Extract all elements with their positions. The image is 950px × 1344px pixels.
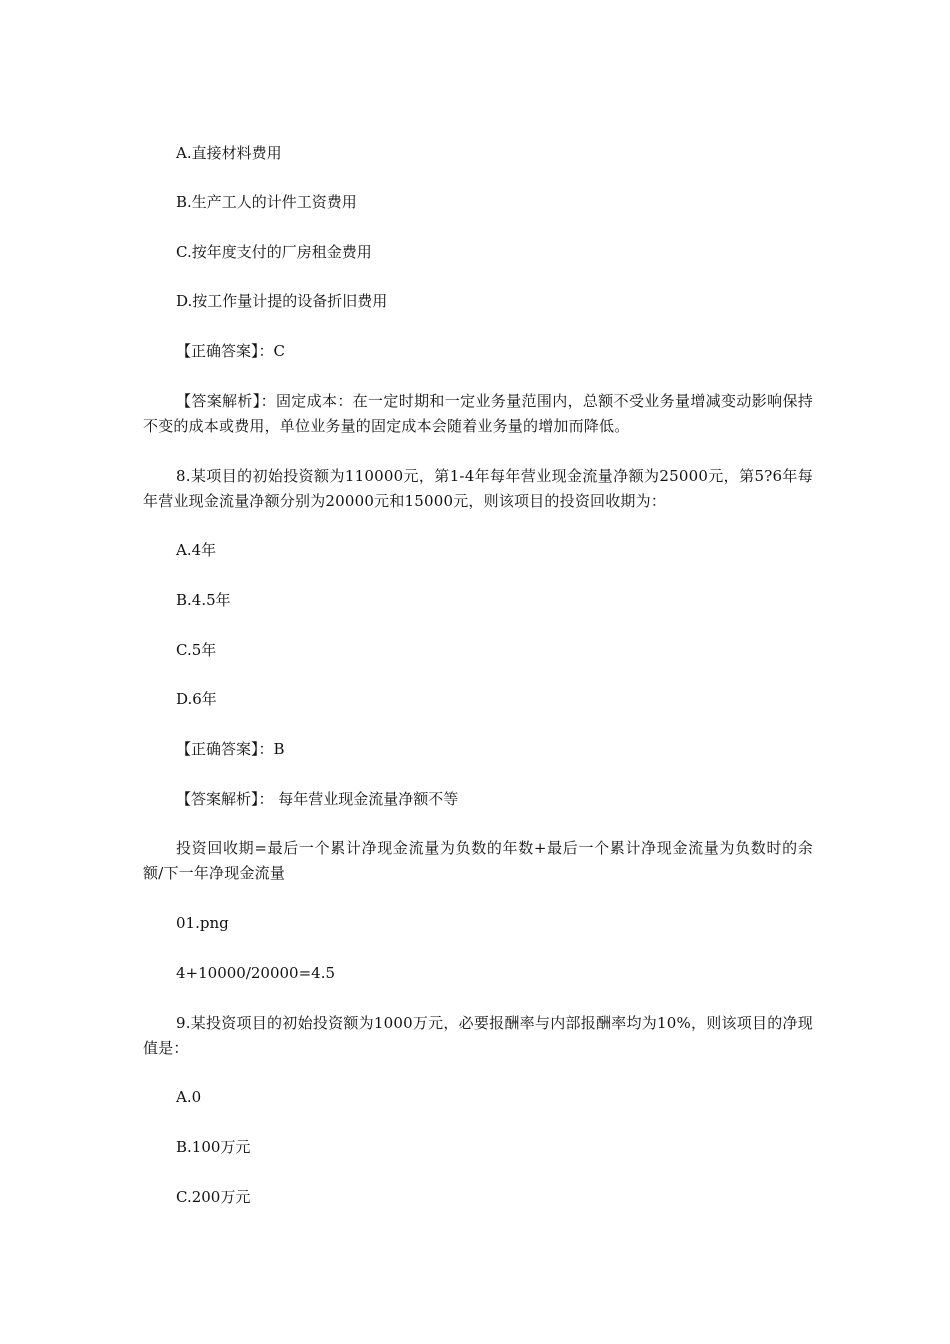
q8-image-filename: 01.png	[176, 914, 229, 932]
q7-option-b: B.生产工人的计件工资费用	[176, 193, 357, 211]
q8-formula: 投资回收期=最后一个累计净现金流量为负数的年数+最后一个累计净现金流量为负数时的余额/下一年净现金流量	[143, 839, 813, 882]
q8-option-a: A.4年	[176, 541, 217, 559]
q9-option-a: A.0	[176, 1088, 202, 1106]
q7-option-c: C.按年度支付的厂房租金费用	[176, 243, 372, 261]
q9-question: 9.某投资项目的初始投资额为1000万元，必要报酬率与内部报酬率均为10%，则该项目的净现值是：	[143, 1014, 813, 1057]
q7-analysis: 【答案解析】：固定成本：在一定时期和一定业务量范围内，总额不受业务量增减变动影响保持不变的成本或费用，单位业务量的固定成本会随着业务量的增加而降低。	[143, 392, 813, 435]
q9-option-b: B.100万元	[176, 1138, 251, 1156]
q7-option-a: A.直接材料费用	[176, 144, 282, 162]
q8-answer: 【正确答案】：B	[176, 740, 285, 758]
q8-question: 8.某项目的初始投资额为110000元，第1-4年每年营业现金流量净额为25000元，第5?6年每年营业现金流量净额分别为20000元和15000元，则该项目的投资回收期为：	[143, 467, 813, 510]
q8-option-d: D.6年	[176, 690, 217, 708]
q8-calculation: 4+10000/20000=4.5	[176, 964, 336, 982]
q8-option-b: B.4.5年	[176, 591, 231, 609]
q8-option-c: C.5年	[176, 641, 217, 659]
q8-analysis: 【答案解析】： 每年营业现金流量净额不等	[176, 790, 459, 808]
q7-answer: 【正确答案】：C	[176, 342, 285, 360]
q7-option-d: D.按工作量计提的设备折旧费用	[176, 292, 388, 310]
q9-option-c: C.200万元	[176, 1188, 251, 1206]
